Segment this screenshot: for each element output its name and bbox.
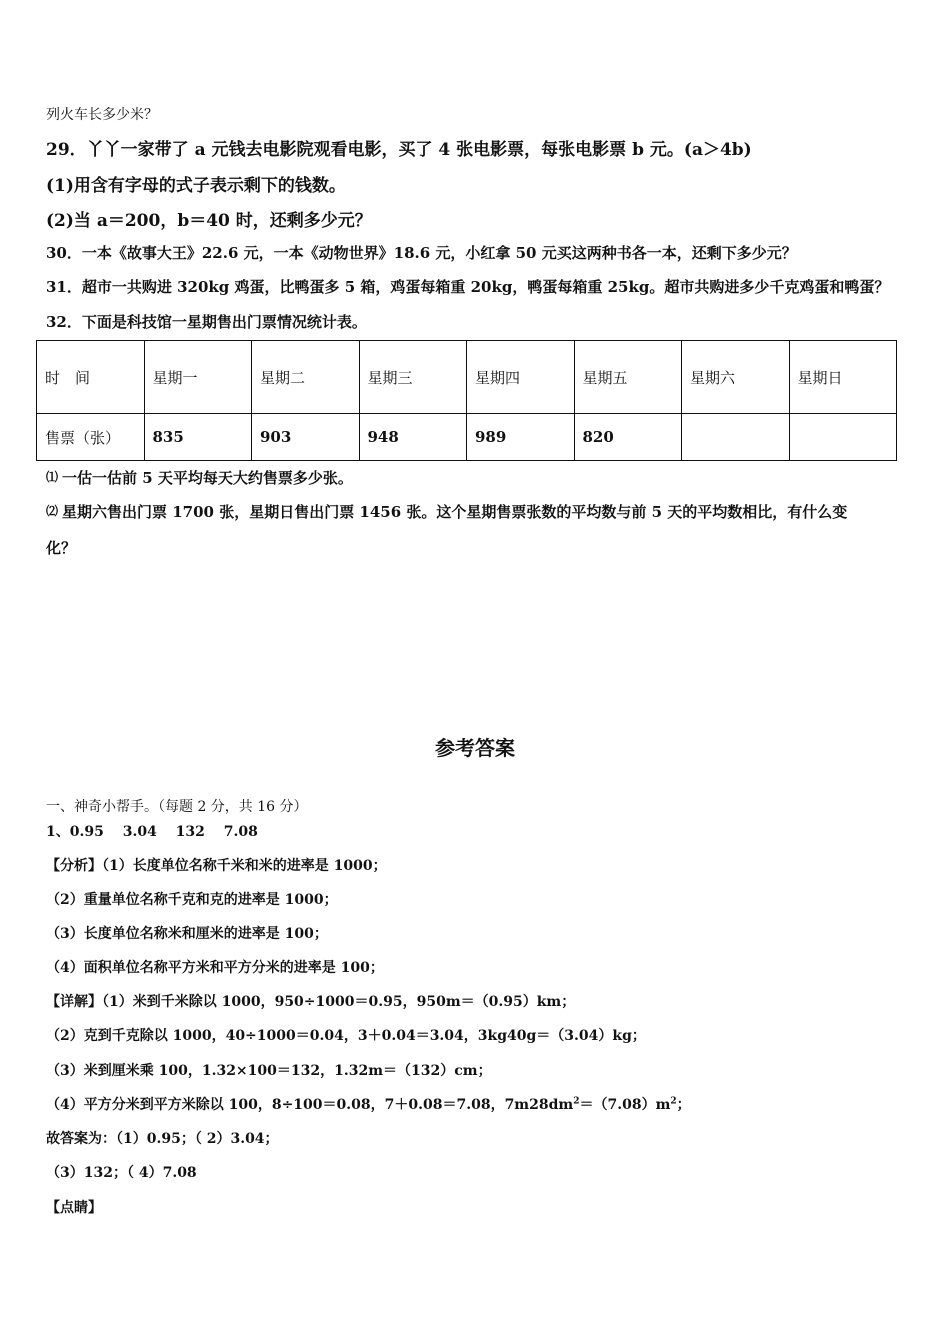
question-32-part2-tail: 化？ [46, 539, 77, 557]
question-32-part1 [46, 467, 353, 488]
detail-label: 【详解】 [46, 994, 102, 1010]
question-32-part2 [46, 501, 847, 522]
question-31: 31．超市一共购进 320kg 鸡蛋，比鸭蛋多 5 箱，鸡蛋每箱重 20kg，鸭蛋每箱重 25kg。超市共购进多少千克鸡蛋和鸭蛋？ [46, 278, 890, 296]
part-text: 一估一估前 5 天平均每天大约售票多少张。 [62, 469, 353, 487]
detail-text: ＝（7.08）m [579, 1097, 671, 1113]
section-heading: 一、神奇小帮手。（每题 2 分，共 16 分） [46, 799, 308, 815]
analysis-label: 【分析】 [46, 858, 102, 874]
superscript: 2 [670, 1096, 677, 1107]
question-30: 30．一本《故事大王》22.6 元，一本《动物世界》18.6 元，小红拿 50 元买这两种书各一本，还剩下多少元？ [46, 244, 797, 262]
conclusion-line-1: 故答案为：（1）0.95；（ 2）3.04； [46, 1131, 279, 1147]
answer-1: 1、0.95 3.04 132 7.08 [46, 824, 258, 840]
detail-line-2: （2）克到千克除以 1000，40÷1000＝0.04，3＋0.04＝3.04，3kg40g＝（3.04）kg； [46, 1028, 646, 1044]
analysis-line-1 [46, 855, 387, 875]
analysis-line-3: （3）长度单位名称米和厘米的进率是 100； [46, 926, 328, 942]
table-header-cell: 星期三 [359, 341, 467, 414]
superscript: 2 [573, 1096, 580, 1107]
table-cell: 948 [359, 414, 467, 461]
table-header-cell: 星期日 [789, 341, 897, 414]
analysis-text: （1）长度单位名称千米和米的进率是 1000； [102, 858, 387, 874]
part-text: 星期六售出门票 1700 张，星期日售出门票 1456 张。这个星期售票张数的平均数与前 5 天的平均数相比，有什么变 [62, 503, 848, 521]
conclusion-line-2: （3）132；（ 4）7.08 [46, 1165, 197, 1181]
table-header-cell: 时 间 [37, 341, 145, 414]
analysis-line-4: （4）面积单位名称平方米和平方分米的进率是 100； [46, 960, 384, 976]
question-29-part2: (2)当 a＝200，b＝40 时，还剩多少元？ [46, 211, 372, 231]
detail-line-1 [46, 991, 575, 1011]
detail-text: （4）平方分米到平方米除以 100，8÷100＝0.08，7＋0.08＝7.08，7m28dm [46, 1097, 574, 1113]
table-header-row [37, 341, 897, 414]
analysis-line-2: （2）重量单位名称千克和克的进率是 1000； [46, 892, 338, 908]
detail-line-3: （3）米到厘米乘 100，1.32×100＝132，1.32m＝（132）cm； [46, 1063, 492, 1079]
table-cell: 989 [467, 414, 575, 461]
question-28-tail: 列火车长多少米？ [46, 107, 158, 123]
detail-text: （1）米到千米除以 1000，950÷1000＝0.95，950m＝（0.95）km； [102, 994, 576, 1010]
part-marker: ⑴ [46, 470, 59, 484]
table-cell: 903 [252, 414, 360, 461]
page-title: 参考答案 [435, 738, 515, 760]
table-cell [682, 414, 790, 461]
comment-label: 【点睛】 [46, 1200, 102, 1216]
table-header-cell: 星期六 [682, 341, 790, 414]
question-29: 29．丫丫一家带了 a 元钱去电影院观看电影，买了 4 张电影票，每张电影票 b 元。(a＞4b) [46, 140, 752, 160]
table-cell: 820 [574, 414, 682, 461]
question-32: 32．下面是科技馆一星期售出门票情况统计表。 [46, 313, 367, 331]
detail-text: ； [676, 1097, 691, 1113]
table-row-label: 售票（张） [37, 414, 145, 461]
table-row [37, 414, 897, 461]
ticket-sales-table [36, 340, 897, 461]
part-marker: ⑵ [46, 504, 59, 518]
table-header-cell: 星期二 [252, 341, 360, 414]
table-header-cell: 星期四 [467, 341, 575, 414]
question-29-part1: (1)用含有字母的式子表示剩下的钱数。 [46, 176, 346, 196]
table-cell [789, 414, 897, 461]
table-header-cell: 星期一 [144, 341, 252, 414]
detail-line-4 [46, 1094, 691, 1114]
table-header-cell: 星期五 [574, 341, 682, 414]
table-cell: 835 [144, 414, 252, 461]
